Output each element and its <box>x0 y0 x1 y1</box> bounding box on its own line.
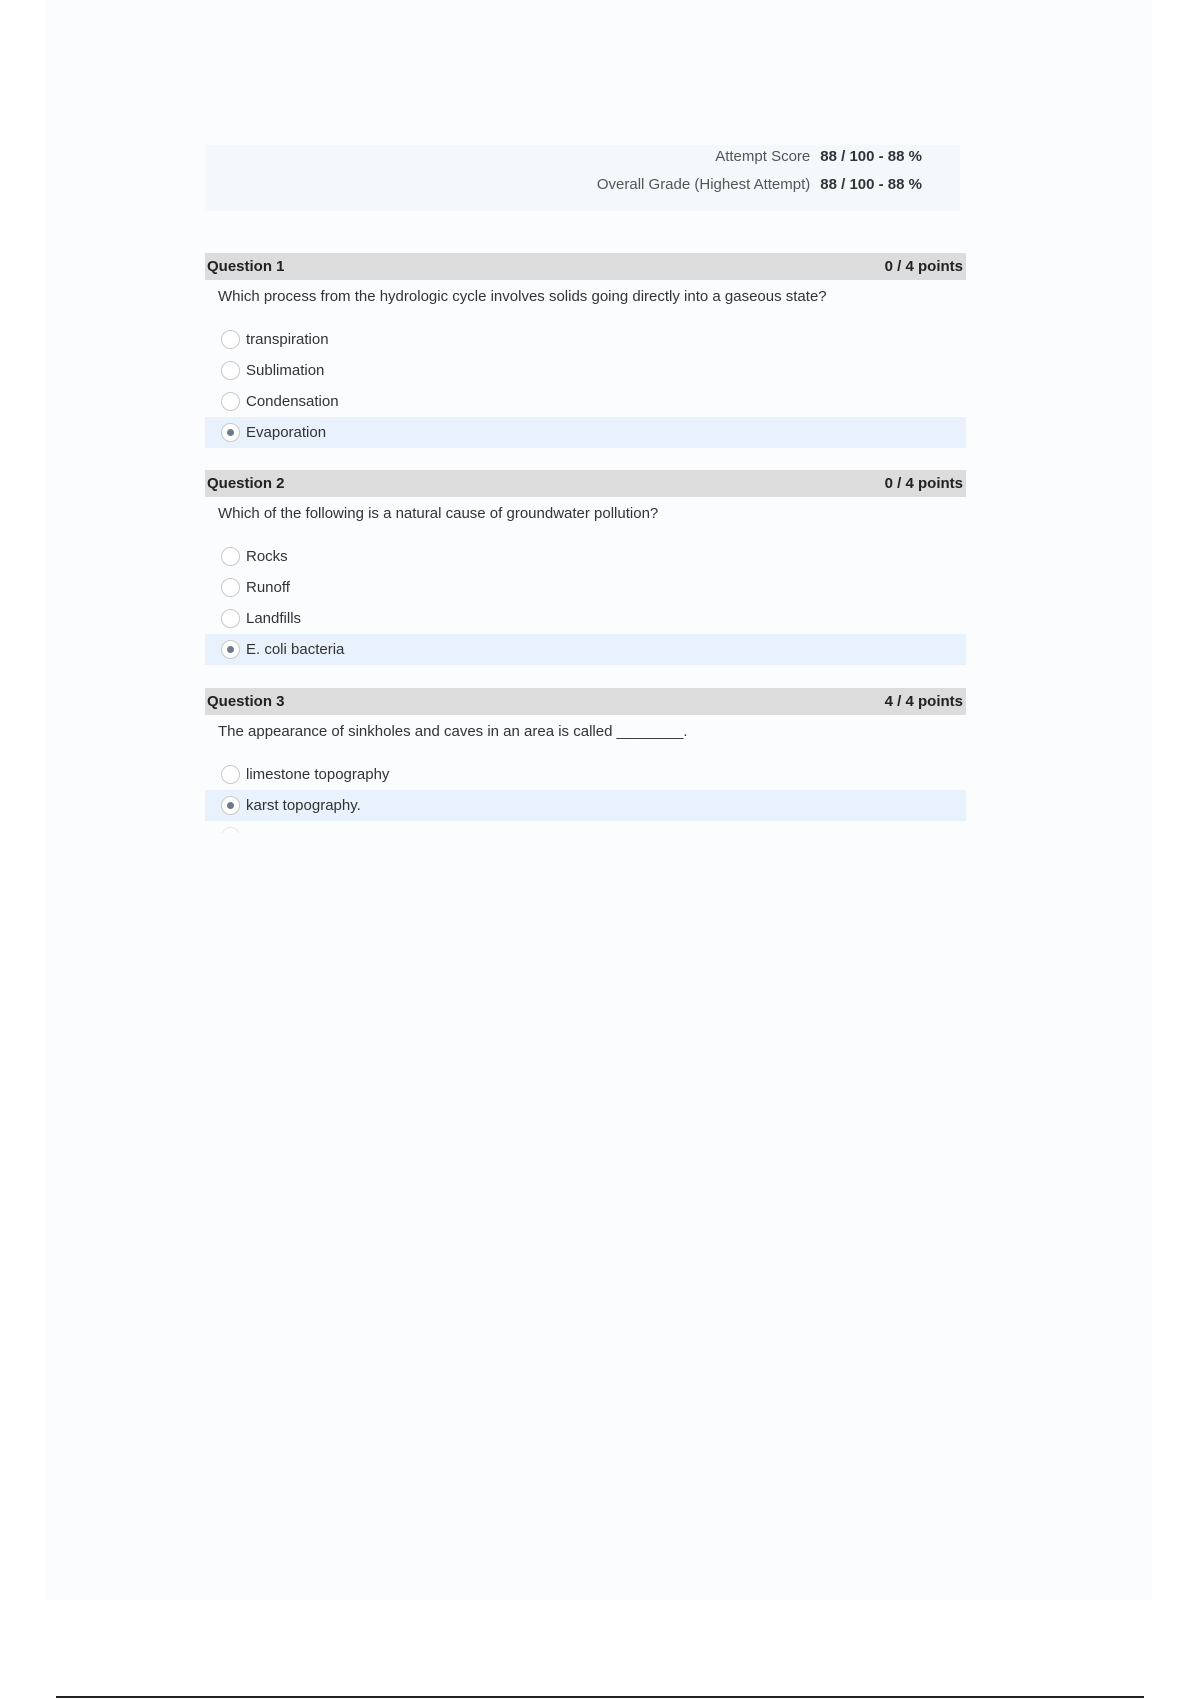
radio-button[interactable] <box>221 765 240 784</box>
page-bottom-rule <box>56 1696 1144 1698</box>
answer-option-label: karst topography. <box>246 797 361 814</box>
question-1 <box>205 253 966 448</box>
answer-option[interactable] <box>205 324 966 355</box>
attempt-score-label: Attempt Score <box>715 148 811 165</box>
answer-option-label: transpiration <box>246 331 329 348</box>
question-text: Which of the following is a natural cause of groundwater pollution? <box>218 505 659 522</box>
answer-option-label: limestone topography <box>246 766 390 783</box>
question-title: Question 1 <box>207 258 285 275</box>
attempt-score-row <box>715 148 922 165</box>
answer-option[interactable] <box>205 603 966 634</box>
radio-button[interactable] <box>221 609 240 628</box>
answer-option-label: E. coli bacteria <box>246 641 345 658</box>
question-points: 4 / 4 points <box>884 693 963 710</box>
radio-button[interactable] <box>221 392 240 411</box>
radio-button-checked[interactable] <box>221 796 240 815</box>
question-points: 0 / 4 points <box>884 475 963 492</box>
overall-grade-value: 88 / 100 - 88 % <box>820 176 922 193</box>
radio-button[interactable] <box>221 330 240 349</box>
answer-option[interactable] <box>205 355 966 386</box>
question-title: Question 2 <box>207 475 285 492</box>
answer-option-label: Rocks <box>246 548 288 565</box>
radio-button[interactable] <box>221 578 240 597</box>
radio-button[interactable] <box>221 361 240 380</box>
attempt-score-value: 88 / 100 - 88 % <box>820 148 922 165</box>
truncated-option <box>205 821 966 833</box>
question-points: 0 / 4 points <box>884 258 963 275</box>
answer-options <box>205 324 966 448</box>
radio-button-checked[interactable] <box>221 423 240 442</box>
truncated-option-row <box>205 821 966 833</box>
answer-option-selected[interactable] <box>205 634 966 665</box>
question-header <box>205 470 966 497</box>
question-header <box>205 688 966 715</box>
answer-option-label: Landfills <box>246 610 302 627</box>
answer-options <box>205 759 966 833</box>
question-text: Which process from the hydrologic cycle involves solids going directly into a gaseous state? <box>218 288 827 305</box>
answer-option[interactable] <box>205 572 966 603</box>
question-title: Question 3 <box>207 693 285 710</box>
question-text: The appearance of sinkholes and caves in an area is called ________. <box>218 723 688 740</box>
answer-option[interactable] <box>205 541 966 572</box>
score-summary <box>205 145 960 211</box>
radio-button[interactable] <box>221 547 240 566</box>
answer-option[interactable] <box>205 759 966 790</box>
answer-option[interactable] <box>205 386 966 417</box>
radio-button <box>221 827 240 833</box>
radio-button-checked[interactable] <box>221 640 240 659</box>
question-2 <box>205 470 966 665</box>
answer-option-selected[interactable] <box>205 790 966 821</box>
answer-option-label: Sublimation <box>246 362 325 379</box>
overall-grade-label: Overall Grade (Highest Attempt) <box>596 176 811 193</box>
answer-option-label: Evaporation <box>246 424 327 441</box>
answer-option-selected[interactable] <box>205 417 966 448</box>
question-header <box>205 253 966 280</box>
answer-options <box>205 541 966 665</box>
question-3 <box>205 688 966 833</box>
overall-grade-row <box>597 176 922 193</box>
answer-option-label: Condensation <box>246 393 339 410</box>
answer-option-label: Runoff <box>246 579 290 596</box>
